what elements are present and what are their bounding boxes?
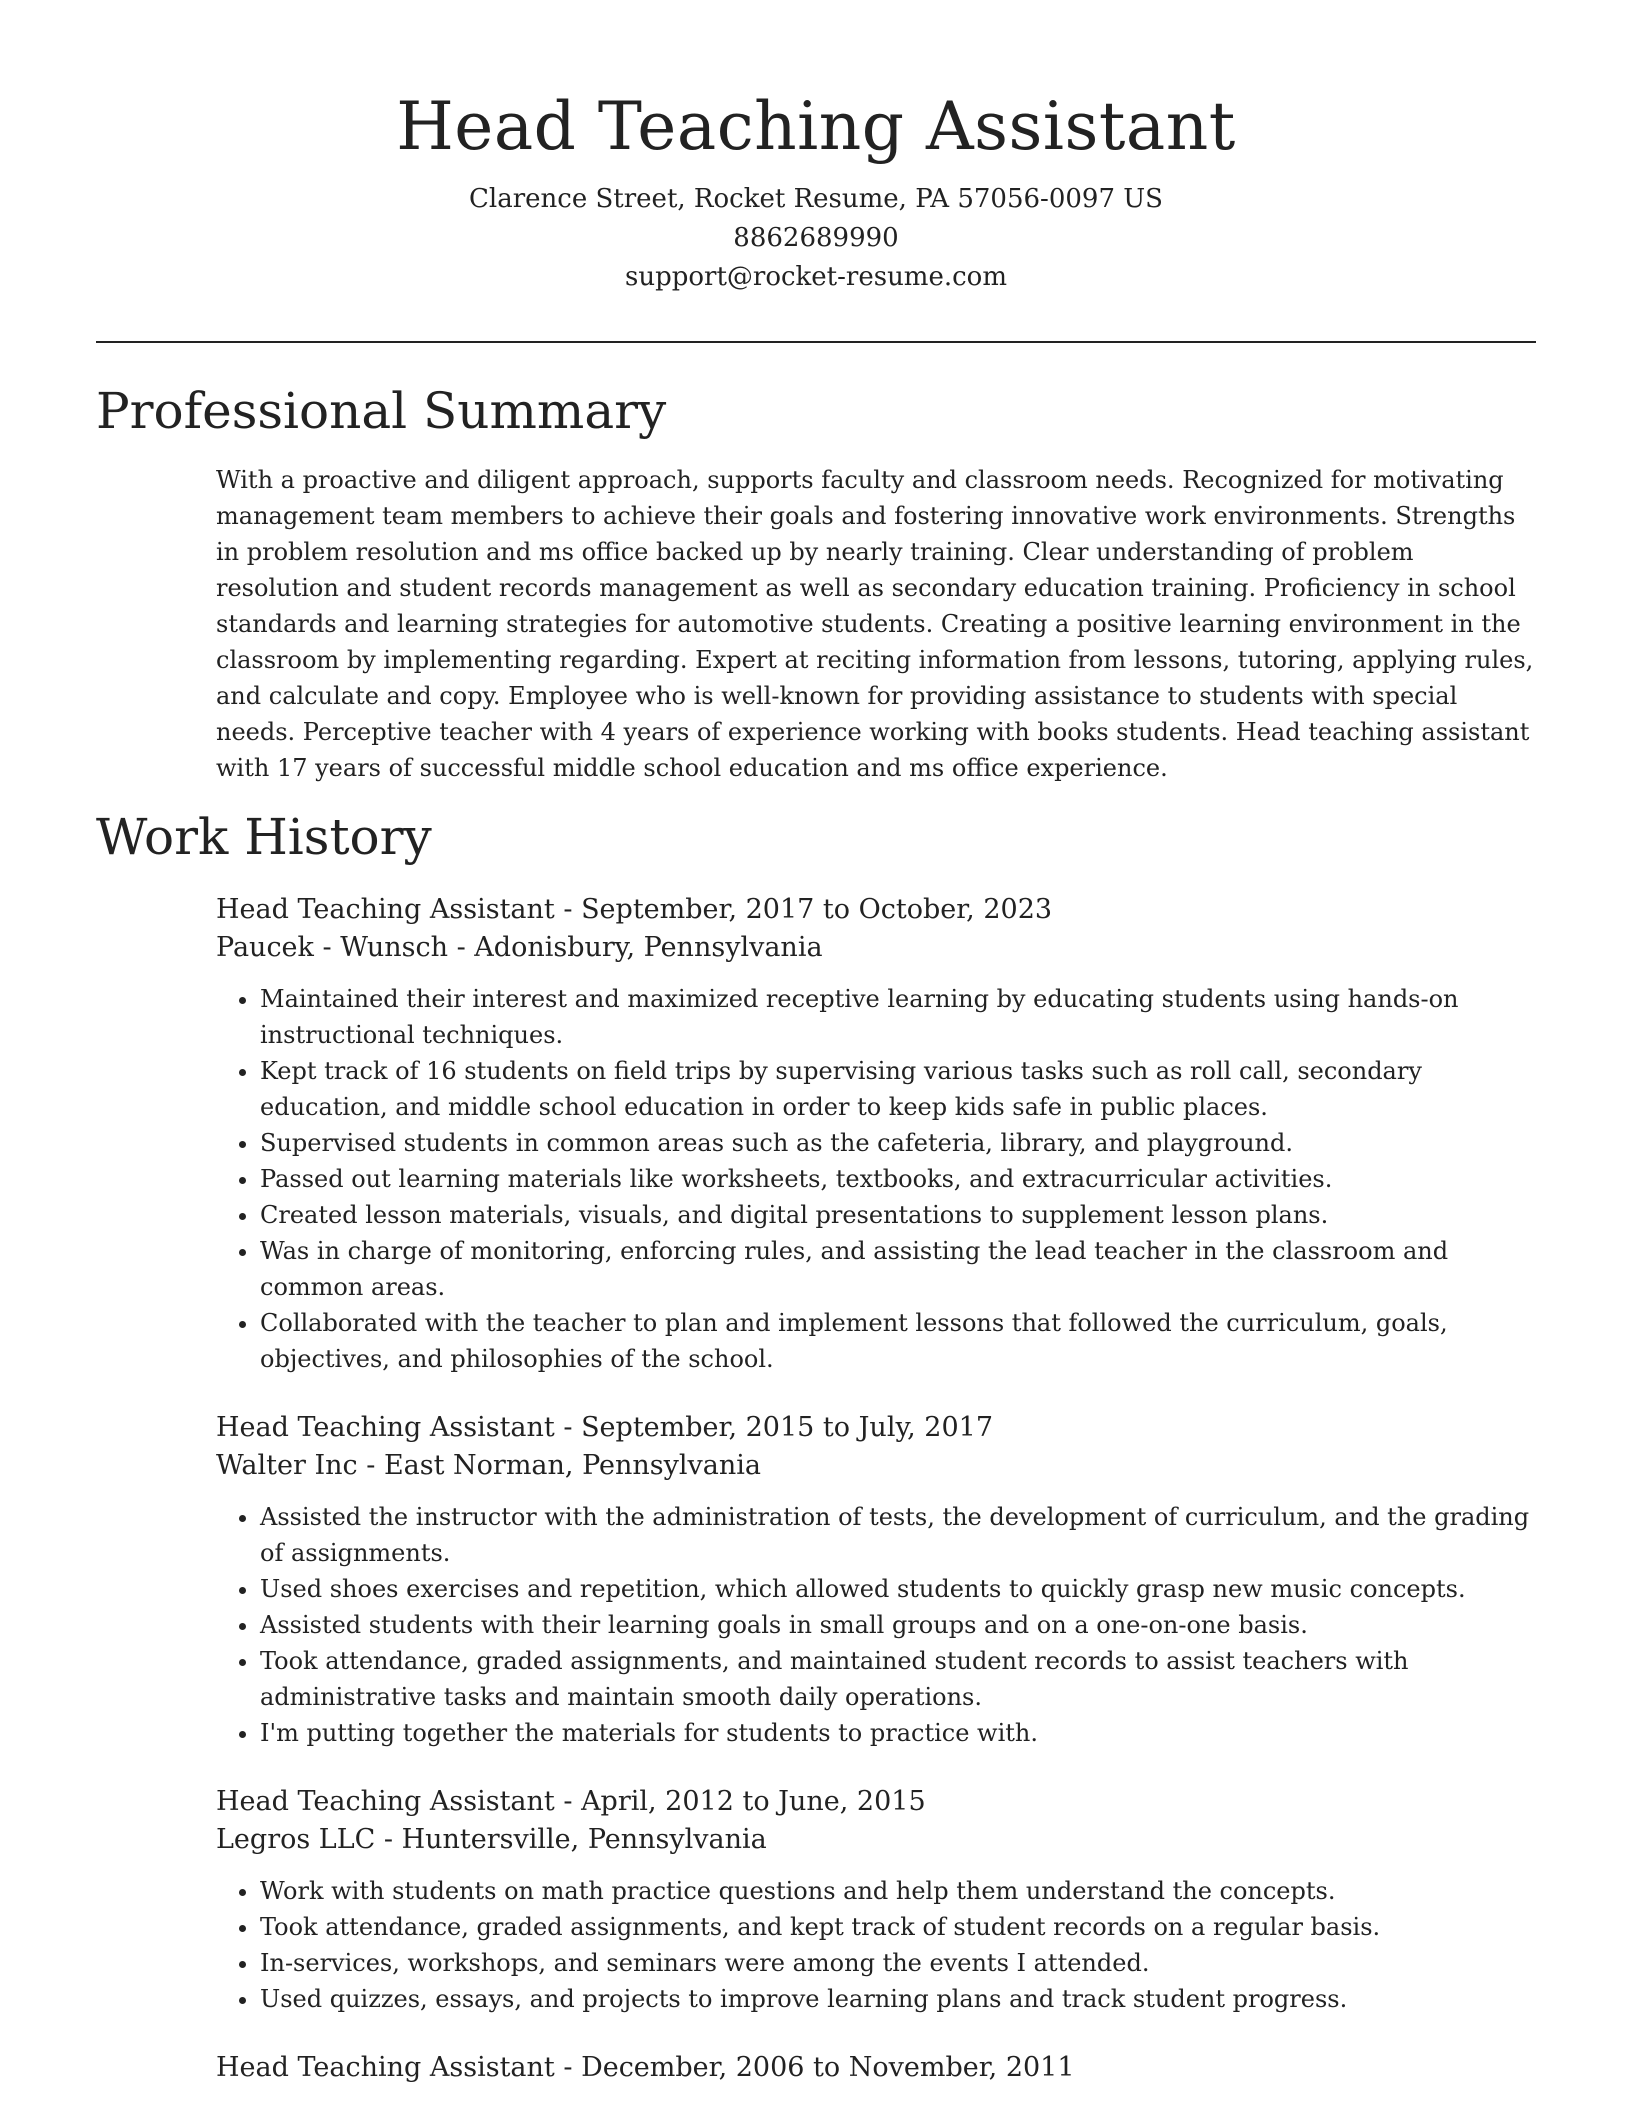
job-location: Adonisbury, Pennsylvania <box>474 932 823 963</box>
job-duties <box>216 1873 1536 2017</box>
work-history-list <box>216 891 1536 2112</box>
duty-item: • I'm putting together the materials for students to practice with. <box>260 1715 1536 1751</box>
job-location: East Norman, Pennsylvania <box>383 1450 762 1481</box>
job-title-line: Head Teaching Assistant - September, 2017 to October, 2023 <box>216 894 1053 925</box>
job-duties <box>216 981 1536 1377</box>
job-role: Head Teaching Assistant <box>216 894 555 925</box>
job-company: Walter Inc <box>216 1450 358 1481</box>
duty-item: • Created lesson materials, visuals, and digital presentations to supplement lesson plans. <box>260 1197 1536 1233</box>
job-dates: December, 2006 to November, 2011 <box>581 2052 1075 2083</box>
job-entry <box>216 1409 1536 1751</box>
contact-info <box>0 180 1632 297</box>
duty-item: • Took attendance, graded assignments, and kept track of student records on a regular basis. <box>260 1909 1536 1945</box>
duty-item: • Used quizzes, essays, and projects to improve learning plans and track student progress. <box>260 1981 1536 2017</box>
job-location: Huntersville, Pennsylvania <box>401 1824 767 1855</box>
job-dates: September, 2017 to October, 2023 <box>581 894 1053 925</box>
contact-email[interactable]: support@rocket-resume.com <box>624 262 1007 292</box>
job-role: Head Teaching Assistant <box>216 1786 555 1817</box>
work-history-heading: Work History <box>96 808 432 866</box>
job-company-line: Paucek - Wunsch - Adonisbury, Pennsylvania <box>216 932 823 963</box>
job-dates: September, 2015 to July, 2017 <box>581 1412 993 1443</box>
duty-item: • Assisted the instructor with the administration of tests, the development of curriculum, and the grading of assignments. <box>260 1499 1536 1571</box>
duty-item: • Maintained their interest and maximized receptive learning by educating students using hands-on instructional techniques. <box>260 981 1536 1053</box>
duty-item: • Work with students on math practice questions and help them understand the concepts. <box>260 1873 1536 1909</box>
header-divider <box>96 341 1536 343</box>
job-dates: April, 2012 to June, 2015 <box>581 1786 926 1817</box>
contact-address: Clarence Street, Rocket Resume, PA 57056-0097 US <box>469 184 1163 214</box>
duty-item: • Used shoes exercises and repetition, which allowed students to quickly grasp new music concepts. <box>260 1571 1536 1607</box>
duty-item: • Was in charge of monitoring, enforcing rules, and assisting the lead teacher in the classroom and common areas. <box>260 1233 1536 1305</box>
contact-phone: 8862689990 <box>733 223 899 253</box>
job-title-line: Head Teaching Assistant - December, 2006 to November, 2011 <box>216 2052 1075 2083</box>
job-entry <box>216 891 1536 1377</box>
job-company: Paucek - Wunsch <box>216 932 448 963</box>
job-entry <box>216 2049 1536 2087</box>
duty-item: • Kept track of 16 students on field trips by supervising various tasks such as roll call, secondary education, and middle school education in order to keep kids safe in public places. <box>260 1053 1536 1125</box>
duty-item: • In-services, workshops, and seminars were among the events I attended. <box>260 1945 1536 1981</box>
job-entry <box>216 1783 1536 2017</box>
duty-item: • Supervised students in common areas such as the cafeteria, library, and playground. <box>260 1125 1536 1161</box>
duty-item: • Collaborated with the teacher to plan and implement lessons that followed the curriculum, goals, objectives, and philosophies of the school. <box>260 1305 1536 1377</box>
resume-header <box>0 82 1632 297</box>
job-title-line: Head Teaching Assistant - April, 2012 to June, 2015 <box>216 1786 926 1817</box>
summary-text: With a proactive and diligent approach, supports faculty and classroom needs. Recognized for motivating management team members to achieve their goals and fostering innovative work environments. Strengths in problem resolution and ms office backed up by nearly training. Clear understanding of problem resolution and student records management as well as secondary education training. Proficiency in school standards and learning strategies for automotive students. Creating a positive learning environment in the classroom by implementing regarding. Expert at reciting information from lessons, tutoring, applying rules, and calculate and copy. Employee who is well-known for providing assistance to students with special needs. Perceptive teacher with 4 years of experience working with books students. Head teaching assistant with 17 years of successful middle school education and ms office experience. <box>216 466 1534 782</box>
job-duties <box>216 1499 1536 1751</box>
job-company-line: Walter Inc - East Norman, Pennsylvania <box>216 1450 762 1481</box>
summary-heading: Professional Summary <box>96 382 667 440</box>
duty-item: • Passed out learning materials like worksheets, textbooks, and extracurricular activities. <box>260 1161 1536 1197</box>
job-company-line: Legros LLC - Huntersville, Pennsylvania <box>216 1824 767 1855</box>
job-role: Head Teaching Assistant <box>216 2052 555 2083</box>
job-role: Head Teaching Assistant <box>216 1412 555 1443</box>
job-title-line: Head Teaching Assistant - September, 2015 to July, 2017 <box>216 1412 993 1443</box>
duty-item: • Assisted students with their learning goals in small groups and on a one-on-one basis. <box>260 1607 1536 1643</box>
duty-item: • Took attendance, graded assignments, and maintained student records to assist teachers with administrative tasks and maintain smooth daily operations. <box>260 1643 1536 1715</box>
job-company: Legros LLC <box>216 1824 376 1855</box>
resume-title: Head Teaching Assistant <box>396 88 1236 165</box>
